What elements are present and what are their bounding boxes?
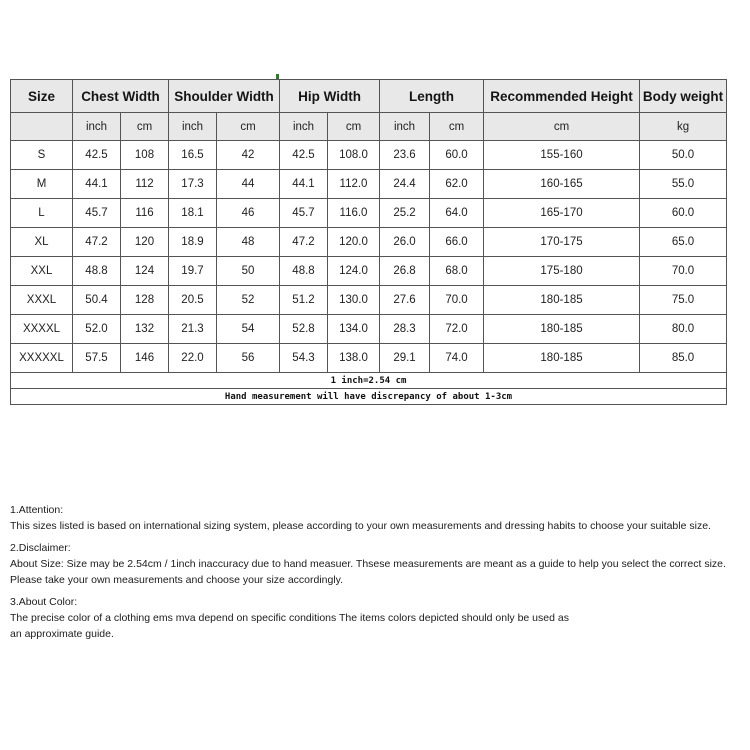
note-line: About Size: Size may be 2.54cm / 1inch inaccuracy due to hand measuer. Thsese measurements are meant as a guide to help you select the correct size.	[10, 558, 726, 570]
value-cell: 57.5	[73, 344, 121, 373]
value-cell: 42.5	[280, 141, 328, 170]
note-heading: 2.Disclaimer:	[10, 542, 71, 554]
value-cell: 120.0	[328, 228, 380, 257]
footnote-inch-conversion: 1 inch=2.54 cm	[11, 373, 727, 389]
value-cell: 120	[121, 228, 169, 257]
value-cell: 16.5	[169, 141, 217, 170]
value-cell: 75.0	[640, 286, 727, 315]
value-cell: 180-185	[484, 315, 640, 344]
value-cell: 46	[217, 199, 280, 228]
size-cell: M	[11, 170, 73, 199]
value-cell: 108	[121, 141, 169, 170]
value-cell: 138.0	[328, 344, 380, 373]
size-cell: XXXXXL	[11, 344, 73, 373]
table-row	[11, 315, 727, 344]
value-cell: 70.0	[640, 257, 727, 286]
value-cell: 23.6	[380, 141, 430, 170]
table-row	[11, 344, 727, 373]
size-chart-table	[10, 79, 727, 405]
note-section-disclaimer	[10, 540, 750, 588]
value-cell: 55.0	[640, 170, 727, 199]
value-cell: 18.1	[169, 199, 217, 228]
value-cell: 116.0	[328, 199, 380, 228]
value-cell: 42.5	[73, 141, 121, 170]
value-cell: 17.3	[169, 170, 217, 199]
value-cell: 155-160	[484, 141, 640, 170]
column-header-size: Size	[11, 80, 73, 113]
size-cell: XL	[11, 228, 73, 257]
column-header-shoulder-width: Shoulder Width	[169, 80, 280, 113]
value-cell: 134.0	[328, 315, 380, 344]
value-cell: 124.0	[328, 257, 380, 286]
size-cell: XXXXL	[11, 315, 73, 344]
value-cell: 48	[217, 228, 280, 257]
table-row	[11, 286, 727, 315]
table-row	[11, 228, 727, 257]
value-cell: 108.0	[328, 141, 380, 170]
value-cell: 175-180	[484, 257, 640, 286]
value-cell: 85.0	[640, 344, 727, 373]
value-cell: 50.4	[73, 286, 121, 315]
value-cell: 22.0	[169, 344, 217, 373]
note-section-attention	[10, 502, 750, 534]
value-cell: 29.1	[380, 344, 430, 373]
value-cell: 25.2	[380, 199, 430, 228]
unit-cell-chest-inch: inch	[73, 113, 121, 141]
value-cell: 70.0	[430, 286, 484, 315]
table-unit-row	[11, 113, 727, 141]
value-cell: 44.1	[280, 170, 328, 199]
value-cell: 80.0	[640, 315, 727, 344]
note-line: Please take your own measurements and choose your size accordingly.	[10, 574, 344, 586]
value-cell: 21.3	[169, 315, 217, 344]
size-cell: L	[11, 199, 73, 228]
unit-cell-height-cm: cm	[484, 113, 640, 141]
notes-block	[10, 502, 750, 648]
value-cell: 50	[217, 257, 280, 286]
value-cell: 132	[121, 315, 169, 344]
unit-cell-length-cm: cm	[430, 113, 484, 141]
value-cell: 47.2	[73, 228, 121, 257]
value-cell: 180-185	[484, 344, 640, 373]
unit-cell-hip-inch: inch	[280, 113, 328, 141]
table-row	[11, 257, 727, 286]
value-cell: 44.1	[73, 170, 121, 199]
value-cell: 54.3	[280, 344, 328, 373]
value-cell: 180-185	[484, 286, 640, 315]
table-header-row	[11, 80, 727, 113]
value-cell: 112	[121, 170, 169, 199]
value-cell: 130.0	[328, 286, 380, 315]
value-cell: 170-175	[484, 228, 640, 257]
value-cell: 66.0	[430, 228, 484, 257]
value-cell: 20.5	[169, 286, 217, 315]
column-header-hip-width: Hip Width	[280, 80, 380, 113]
unit-cell-blank	[11, 113, 73, 141]
value-cell: 26.0	[380, 228, 430, 257]
value-cell: 65.0	[640, 228, 727, 257]
value-cell: 18.9	[169, 228, 217, 257]
value-cell: 51.2	[280, 286, 328, 315]
note-line: an approximate guide.	[10, 628, 114, 640]
value-cell: 64.0	[430, 199, 484, 228]
value-cell: 27.6	[380, 286, 430, 315]
footnote-row-hand-measurement	[11, 389, 727, 405]
value-cell: 146	[121, 344, 169, 373]
table-row	[11, 170, 727, 199]
note-line: This sizes listed is based on international sizing system, please according to your own measurements and dressing habits to choose your suitable size.	[10, 520, 711, 532]
unit-cell-hip-cm: cm	[328, 113, 380, 141]
value-cell: 48.8	[73, 257, 121, 286]
value-cell: 116	[121, 199, 169, 228]
value-cell: 74.0	[430, 344, 484, 373]
value-cell: 45.7	[73, 199, 121, 228]
value-cell: 54	[217, 315, 280, 344]
size-cell: XXXL	[11, 286, 73, 315]
value-cell: 19.7	[169, 257, 217, 286]
value-cell: 48.8	[280, 257, 328, 286]
value-cell: 26.8	[380, 257, 430, 286]
column-header-length: Length	[380, 80, 484, 113]
size-cell: XXL	[11, 257, 73, 286]
unit-cell-shoulder-cm: cm	[217, 113, 280, 141]
value-cell: 47.2	[280, 228, 328, 257]
footnote-hand-measurement: Hand measurement will have discrepancy of about 1-3cm	[11, 389, 727, 405]
value-cell: 124	[121, 257, 169, 286]
footnote-row-inch-conversion	[11, 373, 727, 389]
value-cell: 62.0	[430, 170, 484, 199]
value-cell: 60.0	[640, 199, 727, 228]
value-cell: 68.0	[430, 257, 484, 286]
value-cell: 112.0	[328, 170, 380, 199]
note-line: The precise color of a clothing ems mva depend on specific conditions The items colors depicted should only be used as	[10, 612, 569, 624]
unit-cell-chest-cm: cm	[121, 113, 169, 141]
unit-cell-shoulder-inch: inch	[169, 113, 217, 141]
value-cell: 42	[217, 141, 280, 170]
value-cell: 44	[217, 170, 280, 199]
value-cell: 128	[121, 286, 169, 315]
note-section-about-color	[10, 594, 750, 642]
table-row	[11, 141, 727, 170]
size-table-body	[11, 141, 727, 373]
note-heading: 1.Attention:	[10, 504, 64, 516]
value-cell: 52.8	[280, 315, 328, 344]
unit-cell-weight-kg: kg	[640, 113, 727, 141]
unit-cell-length-inch: inch	[380, 113, 430, 141]
column-header-chest-width: Chest Width	[73, 80, 169, 113]
value-cell: 52	[217, 286, 280, 315]
column-header-recommended-height: Recommended Height	[484, 80, 640, 113]
value-cell: 56	[217, 344, 280, 373]
column-header-body-weight: Body weight	[640, 80, 727, 113]
value-cell: 60.0	[430, 141, 484, 170]
value-cell: 72.0	[430, 315, 484, 344]
note-heading: 3.About Color:	[10, 596, 78, 608]
value-cell: 28.3	[380, 315, 430, 344]
value-cell: 165-170	[484, 199, 640, 228]
value-cell: 45.7	[280, 199, 328, 228]
value-cell: 50.0	[640, 141, 727, 170]
table-row	[11, 199, 727, 228]
size-cell: S	[11, 141, 73, 170]
value-cell: 52.0	[73, 315, 121, 344]
value-cell: 24.4	[380, 170, 430, 199]
value-cell: 160-165	[484, 170, 640, 199]
